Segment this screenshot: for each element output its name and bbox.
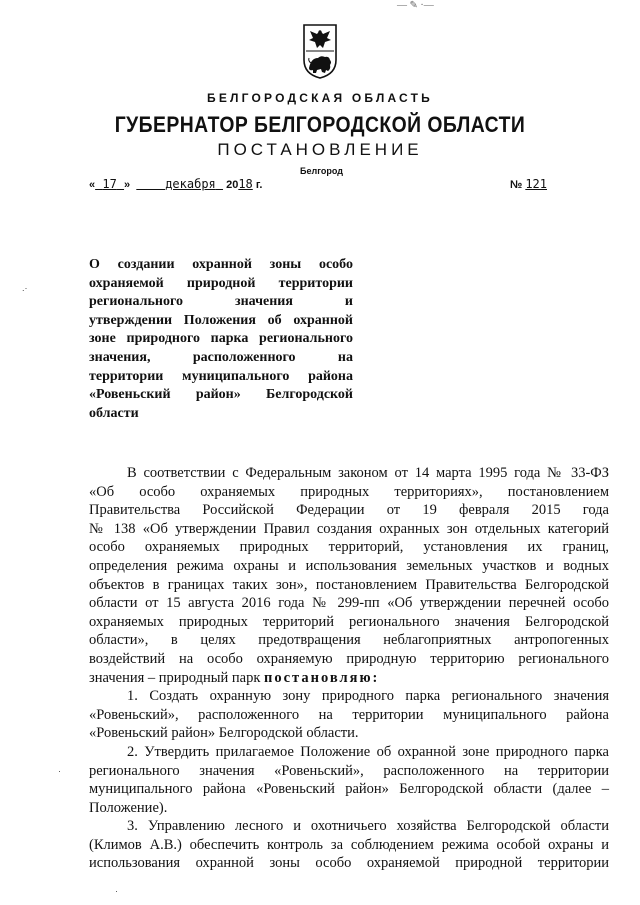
title-line: утверждении Положения об охранной: [89, 312, 353, 328]
document-number: [510, 177, 553, 191]
body-line: объектов в границах таких зон», постановлением Правительства Белгородской: [89, 576, 609, 593]
title-line: «Ровеньский район» Белгородской: [89, 387, 353, 403]
item-1-line: 1. Создать охранную зону природного парка регионального значения: [127, 688, 609, 705]
date-close-quote: »: [124, 179, 131, 191]
item-3-line: использования охранной зоны особо охраняемой природной территории: [89, 855, 609, 872]
region-title: БЕЛГОРОДСКАЯ ОБЛАСТЬ: [207, 91, 433, 105]
body-line: определения режима охраны и использования земельных участков и водных: [89, 557, 609, 574]
item-3-line: 3. Управлению лесного и охотничьего хозяйства Белгородской области: [127, 818, 609, 835]
coat-of-arms-icon: [301, 22, 339, 80]
date-year-label: г.: [255, 179, 263, 191]
body-line: «Об особо охраняемых природных территориях», постановлением: [89, 483, 609, 500]
body-line-start: значения – природный парк: [89, 669, 261, 686]
item-2-line: муниципального района «Ровеньский район» Белгородской области (далее –: [89, 781, 609, 798]
item-2-line: Положение).: [89, 799, 168, 816]
item-2-line: регионального значения «Ровеньский», расположенного на территории: [89, 762, 609, 779]
item-1-line: «Ровеньский», расположенного на территории муниципального района: [89, 706, 609, 723]
title-line: области: [89, 405, 139, 421]
number-value: 121: [525, 177, 548, 191]
document-type: ПОСТАНОВЛЕНИЕ: [217, 140, 423, 159]
title-line: зоне природного парка регионального: [89, 331, 353, 347]
body-line: охраняемых природных территорий регионального значения Белгородской: [89, 613, 609, 630]
body-line: воздействий на особо охраняемую природную территорию регионального: [89, 650, 609, 667]
margin-mark: ·: [115, 886, 118, 896]
body-line: В соответствии с Федеральным законом от 14 марта 1995 года № 33-ФЗ: [127, 465, 609, 481]
title-line: регионального значения и: [89, 294, 353, 310]
title-line: территории муниципального района: [89, 368, 353, 384]
body-line-resolution: [89, 669, 609, 688]
city-name: Белгород: [300, 166, 343, 176]
governor-title: ГУБЕРНАТОР БЕЛГОРОДСКОЙ ОБЛАСТИ: [114, 112, 526, 137]
item-1-line: «Ровеньский район» Белгородской области.: [89, 725, 359, 742]
body-line: области от 15 августа 2016 года № 299-пп «Об утверждении перечней особо: [89, 595, 609, 612]
body-line: Правительства Российской Федерации от 19 февраля 2015 года: [89, 502, 609, 519]
date-open-quote: «: [89, 179, 96, 191]
title-line: значения, расположенного на: [89, 349, 353, 365]
date-month: декабря: [165, 177, 216, 191]
number-label: №: [510, 179, 523, 191]
item-3-line: (Климов А.В.) обеспечить контроль за соблюдением режима особой охраны и: [89, 836, 609, 853]
body-line: № 138 «Об утверждении Правил создания охранных зон отдельных категорий: [89, 520, 609, 537]
scan-mark: — ✎ ·—: [397, 0, 434, 11]
document-date: [89, 177, 262, 191]
margin-mark: ·: [58, 766, 61, 776]
title-line: О создании охранной зоны особо: [89, 257, 353, 272]
body-line: области», в целях предотвращения неблагоприятных антропогенных: [89, 632, 609, 649]
resolution-word: постановляю:: [264, 669, 380, 686]
document-body: [89, 464, 609, 873]
body-line: особо охраняемых природных территорий, установления их границ,: [89, 539, 609, 556]
item-2-line: 2. Утвердить прилагаемое Положение об охранной зоне природного парка: [127, 743, 609, 760]
margin-mark: .·: [22, 283, 28, 293]
date-day: 17: [102, 177, 117, 191]
document-title: [89, 256, 353, 423]
date-year-suffix: 18: [238, 177, 253, 191]
title-line: охраняемой природной территории: [89, 275, 353, 291]
date-year-prefix: 20: [226, 179, 239, 191]
